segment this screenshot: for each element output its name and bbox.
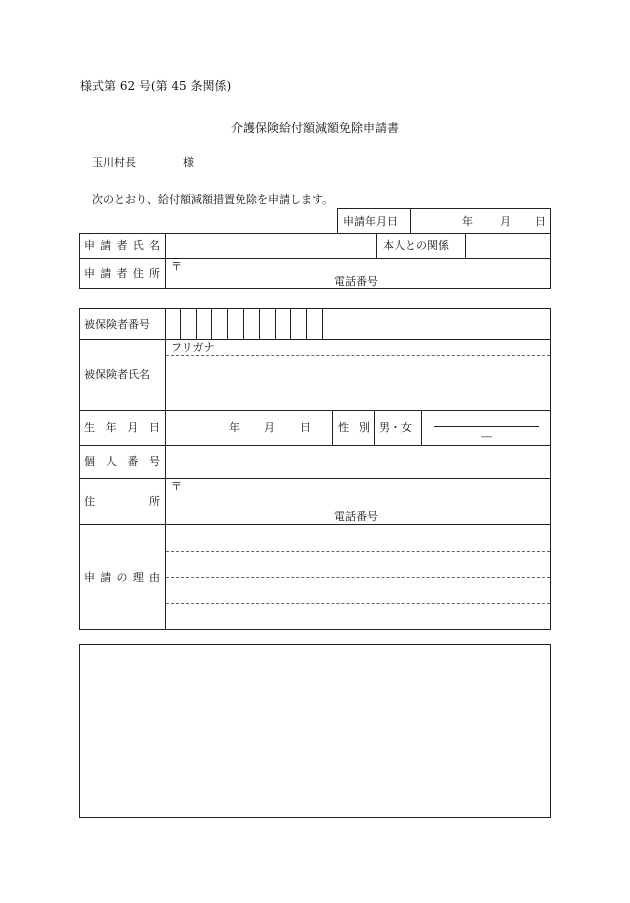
applicant-name-label: 申 請 者 氏 名 [84, 239, 160, 252]
date-month: 月 [500, 215, 511, 228]
form-number: 様式第 62 号(第 45 条関係) [80, 79, 232, 93]
date-day: 日 [535, 215, 546, 228]
birth-month: 月 [264, 421, 275, 434]
insured-name-field[interactable] [167, 357, 550, 409]
applicant-address-label: 申 請 者 住 所 [84, 267, 160, 280]
insured-number-label: 被保険者番号 [84, 318, 150, 331]
applicant-phone-label: 電話番号 [334, 275, 378, 288]
applicant-name-field[interactable] [167, 234, 375, 257]
intro-text: 次のとおり、給付額減額措置免除を申請します。 [92, 193, 334, 206]
applicant-postal-mark: 〒 [171, 260, 182, 273]
insured-postal-mark: 〒 [171, 480, 182, 493]
sex-options[interactable]: 男・女 [379, 421, 412, 434]
insured-phone-label: 電話番号 [334, 510, 378, 523]
relation-field[interactable] [467, 234, 550, 257]
birth-date-label: 生 年 月 日 [84, 421, 160, 434]
birth-year: 年 [229, 421, 240, 434]
addressee-honorific: 様 [183, 156, 194, 169]
furigana-label: フリガナ [171, 341, 215, 354]
personal-number-field[interactable] [167, 446, 550, 477]
application-date-label: 申請年月日 [343, 215, 398, 228]
relation-label: 本人との関係 [383, 239, 449, 252]
date-year: 年 [462, 215, 473, 228]
reason-field[interactable] [167, 525, 550, 629]
reason-label: 申 請 の 理 由 [84, 571, 160, 584]
age-dash: ― [481, 430, 492, 443]
notes-box[interactable] [79, 644, 551, 818]
insured-address-label: 住 所 [84, 495, 160, 508]
personal-number-label: 個 人 番 号 [84, 455, 160, 468]
insured-name-label: 被保険者氏名 [84, 368, 150, 381]
furigana-field[interactable] [167, 340, 550, 354]
application-date-field[interactable] [412, 208, 550, 234]
birth-day: 日 [300, 421, 311, 434]
addressee-mayor: 玉川村長 [92, 156, 136, 169]
form-title: 介護保険給付額減額免除申請書 [230, 121, 399, 135]
sex-label: 性 別 [338, 421, 370, 434]
